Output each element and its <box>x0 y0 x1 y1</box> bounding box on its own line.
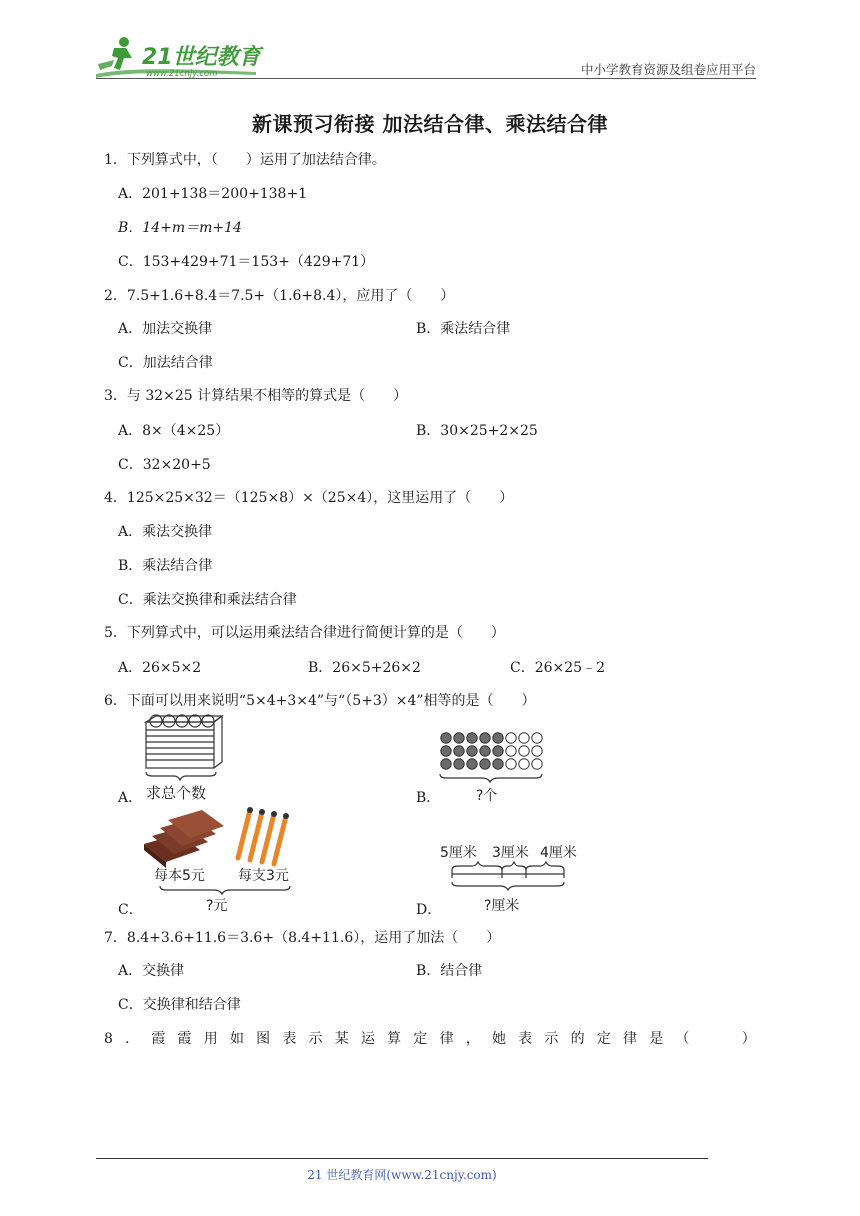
question-8-char: 定 <box>596 1031 611 1047</box>
empty-dot <box>519 746 529 756</box>
figure-c-caption: ?元 <box>206 898 228 914</box>
question-8-char: 霞 <box>151 1031 166 1047</box>
figure-a-ball-box <box>138 712 238 804</box>
pens-icon <box>238 807 289 864</box>
filled-dot <box>441 746 451 756</box>
filled-dot <box>480 746 490 756</box>
filled-dot <box>454 759 464 769</box>
footer-text: 21 世纪教育网(www.21cnjy.com) <box>307 1168 497 1182</box>
books-icon <box>144 810 224 868</box>
platform-name: 中小学教育资源及组卷应用平台 <box>580 62 756 77</box>
question-8-char: 8 <box>104 1031 113 1047</box>
filled-dot <box>480 759 490 769</box>
figure-b-caption: ?个 <box>476 788 498 804</box>
option-b-text: B．14+m＝m+14 <box>118 220 242 236</box>
empty-dot <box>506 746 516 756</box>
empty-dot <box>506 759 516 769</box>
question-1-option-a: A．201+138＝200+138+1 <box>118 186 308 202</box>
question-8-char: 示 <box>544 1031 559 1047</box>
filled-dot <box>493 733 503 743</box>
question-7-stem: 7．8.4+3.6+11.6＝3.6+（8.4+11.6），运用了加法（ ） <box>104 930 501 946</box>
question-4-stem: 4．125×25×32＝（125×8）×（25×4），这里运用了（ ） <box>104 490 514 506</box>
figure-d-label-2: 3厘米 <box>492 845 529 861</box>
question-6-option-a: A． <box>118 790 143 806</box>
question-2-option-a: A．加法交换律 <box>118 321 213 337</box>
question-4-option-b: B．乘法结合律 <box>118 558 213 574</box>
question-8-char: 算 <box>387 1031 402 1047</box>
figure-d-caption: ?厘米 <box>484 898 520 914</box>
question-8-char: 定 <box>413 1031 428 1047</box>
question-3-option-a: A．8×（4×25） <box>118 423 230 439</box>
filled-dot <box>493 759 503 769</box>
filled-dot <box>467 746 477 756</box>
question-3-option-c: C．32×20+5 <box>118 457 211 473</box>
question-3-option-b: B．30×25+2×25 <box>416 423 538 439</box>
question-8-char: ， <box>465 1031 480 1047</box>
question-8-stem <box>104 1030 756 1048</box>
filled-dot <box>441 733 451 743</box>
question-5-option-b: B．26×5+26×2 <box>308 660 421 676</box>
question-4-option-a: A．乘法交换律 <box>118 524 213 540</box>
question-7-option-c: C．交换律和结合律 <box>118 997 241 1013</box>
question-2-option-c: C．加法结合律 <box>118 355 213 371</box>
question-4-option-c: C．乘法交换律和乘法结合律 <box>118 592 297 608</box>
question-8-char: 示 <box>308 1031 323 1047</box>
question-1-option-c: C．153+429+71＝153+（429+71） <box>118 254 375 270</box>
empty-dot <box>519 733 529 743</box>
question-6-option-c: C． <box>118 902 143 918</box>
empty-dot <box>506 733 516 743</box>
question-8-char: 霞 <box>177 1031 192 1047</box>
figure-d-label-1: 5厘米 <box>440 845 477 861</box>
question-6-stem: 6．下面可以用来说明“5×4+3×4”与“（5+3）×4”相等的是（ ） <box>104 693 536 709</box>
question-6-option-d: D． <box>416 902 442 918</box>
empty-dot <box>519 759 529 769</box>
question-7-option-b: B．结合律 <box>416 963 483 979</box>
footer-divider <box>96 1158 708 1159</box>
filled-dot <box>493 746 503 756</box>
question-8-char: 律 <box>622 1031 637 1047</box>
question-8-char: 表 <box>518 1031 533 1047</box>
filled-dot <box>441 759 451 769</box>
figure-b-dot-array <box>436 730 548 804</box>
question-3-stem: 3．与 32×25 计算结果不相等的算式是（ ） <box>104 388 408 404</box>
filled-dot <box>480 733 490 743</box>
question-5-stem: 5．下列算式中，可以运用乘法结合律进行简便计算的是（ ） <box>104 625 505 641</box>
empty-dot <box>532 746 542 756</box>
figure-c-label-pens: 每支3元 <box>238 868 289 884</box>
figure-c-books-pens <box>138 806 308 916</box>
question-7-option-a: A．交换律 <box>118 963 185 979</box>
question-8-char: 图 <box>256 1031 271 1047</box>
question-8-char: 如 <box>229 1031 244 1047</box>
figure-d-length-segments <box>438 840 588 916</box>
empty-dot <box>532 733 542 743</box>
figure-d-label-3: 4厘米 <box>540 845 577 861</box>
filled-dot <box>467 733 477 743</box>
question-1-option-b <box>118 219 242 237</box>
filled-dot <box>467 759 477 769</box>
filled-dot <box>454 733 464 743</box>
logo-text: 21世纪教育 <box>142 45 261 70</box>
question-1-stem: 1．下列算式中，（ ）运用了加法结合律。 <box>104 152 386 168</box>
question-8-char <box>702 1030 730 1048</box>
question-8-char: （ <box>675 1031 690 1047</box>
question-5-option-c: C．26×25﹣2 <box>510 660 605 676</box>
question-6-option-b: B． <box>416 790 441 806</box>
question-5-option-a: A．26×5×2 <box>118 660 202 676</box>
page-title: 新课预习衔接 加法结合律、乘法结合律 <box>252 112 608 136</box>
question-8-char: 的 <box>570 1031 585 1047</box>
question-8-char: 她 <box>491 1031 506 1047</box>
logo-21cnjy-icon <box>96 34 266 82</box>
question-8-char: 用 <box>203 1031 218 1047</box>
question-8-char: 是 <box>649 1031 664 1047</box>
question-8-char: 某 <box>334 1031 349 1047</box>
question-8-char: ． <box>125 1031 140 1047</box>
question-8-char: 表 <box>282 1031 297 1047</box>
figure-c-label-books: 每本5元 <box>154 868 205 884</box>
question-2-option-b: B．乘法结合律 <box>416 321 511 337</box>
logo-url: www.21cnjy.com <box>146 69 218 79</box>
empty-dot <box>532 759 542 769</box>
figure-a-caption: 求总个数 <box>146 784 207 802</box>
question-8-char: ） <box>741 1031 756 1047</box>
question-8-char: 运 <box>360 1031 375 1047</box>
filled-dot <box>454 746 464 756</box>
question-2-stem: 2．7.5+1.6+8.4＝7.5+（1.6+8.4），应用了（ ） <box>104 288 455 304</box>
header-divider <box>96 78 756 79</box>
question-8-char: 律 <box>439 1031 454 1047</box>
